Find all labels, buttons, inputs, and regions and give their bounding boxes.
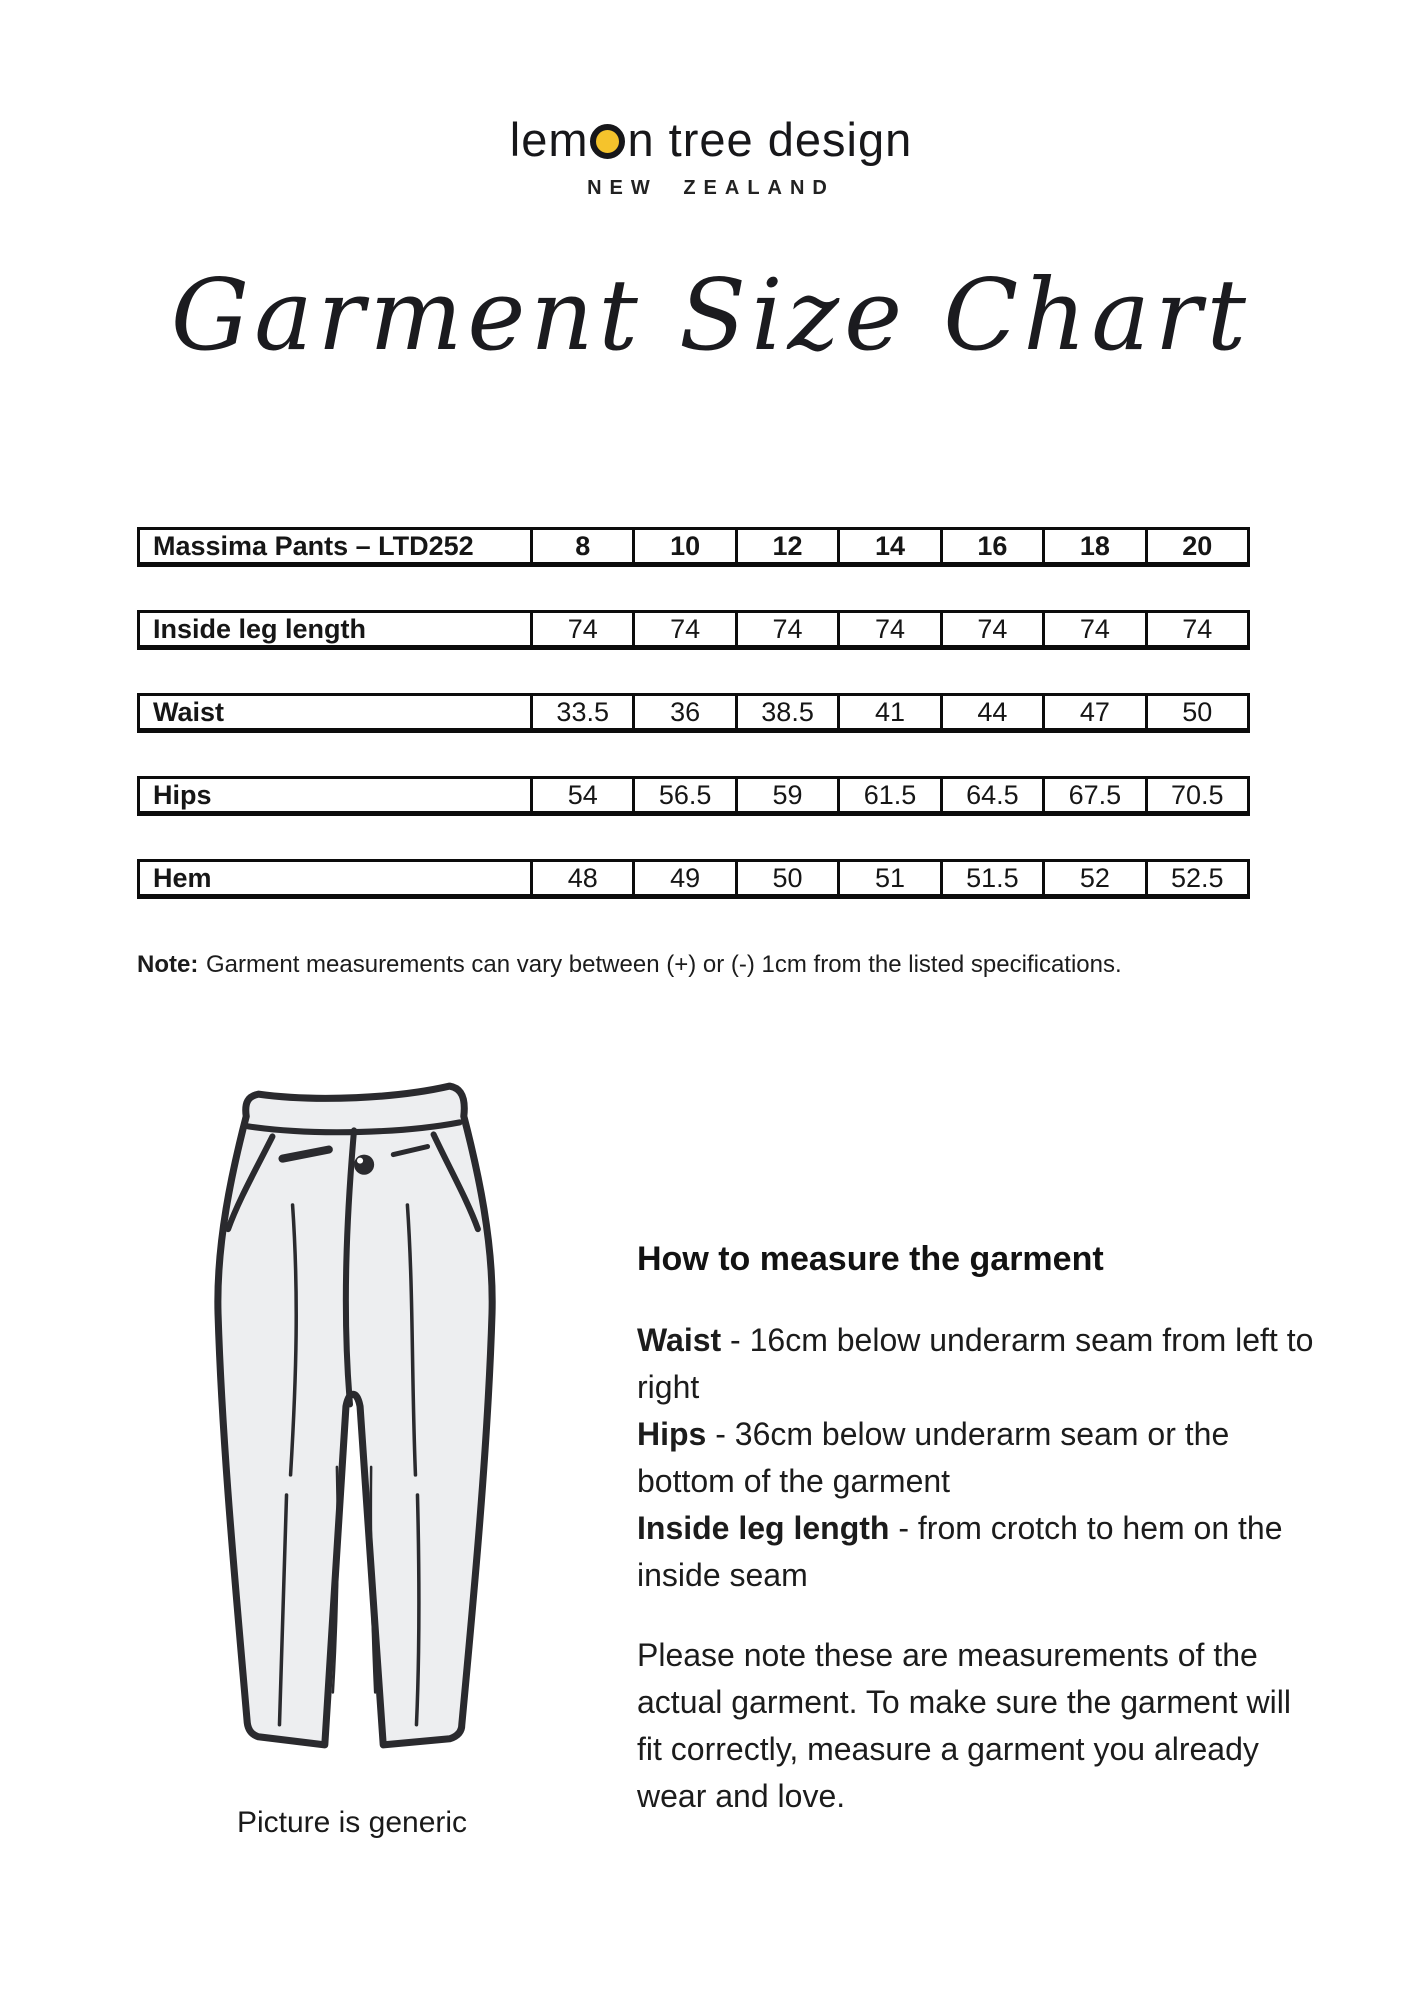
size-value-cell: 33.5 [530, 696, 632, 728]
howto-desc: - 36cm below underarm seam or the bottom of the garment [637, 1416, 1230, 1499]
size-value-cell: 74 [940, 613, 1042, 645]
size-value-cell: 51 [837, 862, 939, 894]
size-value-cell: 67.5 [1042, 779, 1144, 811]
howto-item [637, 1317, 1317, 1411]
size-value-cell: 74 [632, 613, 734, 645]
size-value-cell: 61.5 [837, 779, 939, 811]
size-value-cell: 52 [1042, 862, 1144, 894]
brand-logo [0, 113, 1422, 200]
size-value-cell: 36 [632, 696, 734, 728]
size-value-cell: 8 [530, 530, 632, 562]
note-label: Note: [137, 951, 199, 978]
size-value-cell: 16 [940, 530, 1042, 562]
howto-term: Hips [637, 1416, 707, 1452]
pants-drawing-icon [183, 1072, 521, 1767]
size-value-cell: 74 [735, 613, 837, 645]
size-table-header-row [137, 527, 1250, 567]
size-table-row [137, 859, 1250, 899]
size-value-cell: 52.5 [1145, 862, 1247, 894]
size-value-cell: 20 [1145, 530, 1247, 562]
size-value-cell: 59 [735, 779, 837, 811]
size-value-cell: 51.5 [940, 862, 1042, 894]
size-value-cell: 41 [837, 696, 939, 728]
howto-heading: How to measure the garment [637, 1240, 1104, 1278]
size-value-cell: 47 [1042, 696, 1144, 728]
row-label: Inside leg length [153, 613, 367, 644]
page-title: Garment Size Chart [170, 259, 1252, 373]
size-value-cell: 49 [632, 862, 734, 894]
howto-items [637, 1317, 1317, 1599]
row-label: Hips [153, 779, 212, 810]
howto-section [637, 1240, 1317, 1820]
lemon-dot-icon [590, 124, 625, 159]
howto-term: Waist [637, 1322, 722, 1358]
howto-desc: - 16cm below underarm seam from left to right [637, 1322, 1314, 1405]
note-text: Garment measurements can vary between (+) or (-) 1cm from the listed specifications. [206, 951, 1122, 978]
row-label: Massima Pants – LTD252 [153, 530, 474, 561]
howto-term: Inside leg length [637, 1510, 890, 1546]
size-value-cell: 14 [837, 530, 939, 562]
size-value-cell: 74 [530, 613, 632, 645]
brand-name [0, 113, 1422, 166]
howto-item [637, 1505, 1317, 1599]
note-line [137, 951, 1122, 979]
howto-item [637, 1411, 1317, 1505]
size-value-cell: 64.5 [940, 779, 1042, 811]
brand-country: NEW ZEALAND [587, 177, 835, 199]
size-value-cell: 50 [1145, 696, 1247, 728]
size-value-cell: 56.5 [632, 779, 734, 811]
row-label: Hem [153, 862, 212, 893]
size-value-cell: 50 [735, 862, 837, 894]
size-value-cell: 70.5 [1145, 779, 1247, 811]
size-table-row [137, 693, 1250, 733]
illustration-caption: Picture is generic [236, 1806, 468, 1839]
size-value-cell: 48 [530, 862, 632, 894]
brand-name-pre: lem [509, 113, 589, 166]
size-table-row [137, 610, 1250, 650]
size-value-cell: 74 [1145, 613, 1247, 645]
size-value-cell: 10 [632, 530, 734, 562]
size-value-cell: 74 [837, 613, 939, 645]
howto-note: Please note these are measurements of the actual garment. To make sure the garment will fit correctly, measure a garment you already wear and love. [637, 1637, 1291, 1814]
size-table [137, 527, 1250, 942]
size-value-cell: 38.5 [735, 696, 837, 728]
pants-illustration [183, 1072, 521, 1767]
row-label: Waist [153, 696, 225, 727]
size-value-cell: 18 [1042, 530, 1144, 562]
size-value-cell: 44 [940, 696, 1042, 728]
size-value-cell: 12 [735, 530, 837, 562]
howto-desc: - from crotch to hem on the inside seam [637, 1510, 1283, 1593]
size-table-row [137, 776, 1250, 816]
size-value-cell: 54 [530, 779, 632, 811]
size-value-cell: 74 [1042, 613, 1144, 645]
brand-name-post: n tree design [627, 113, 913, 166]
